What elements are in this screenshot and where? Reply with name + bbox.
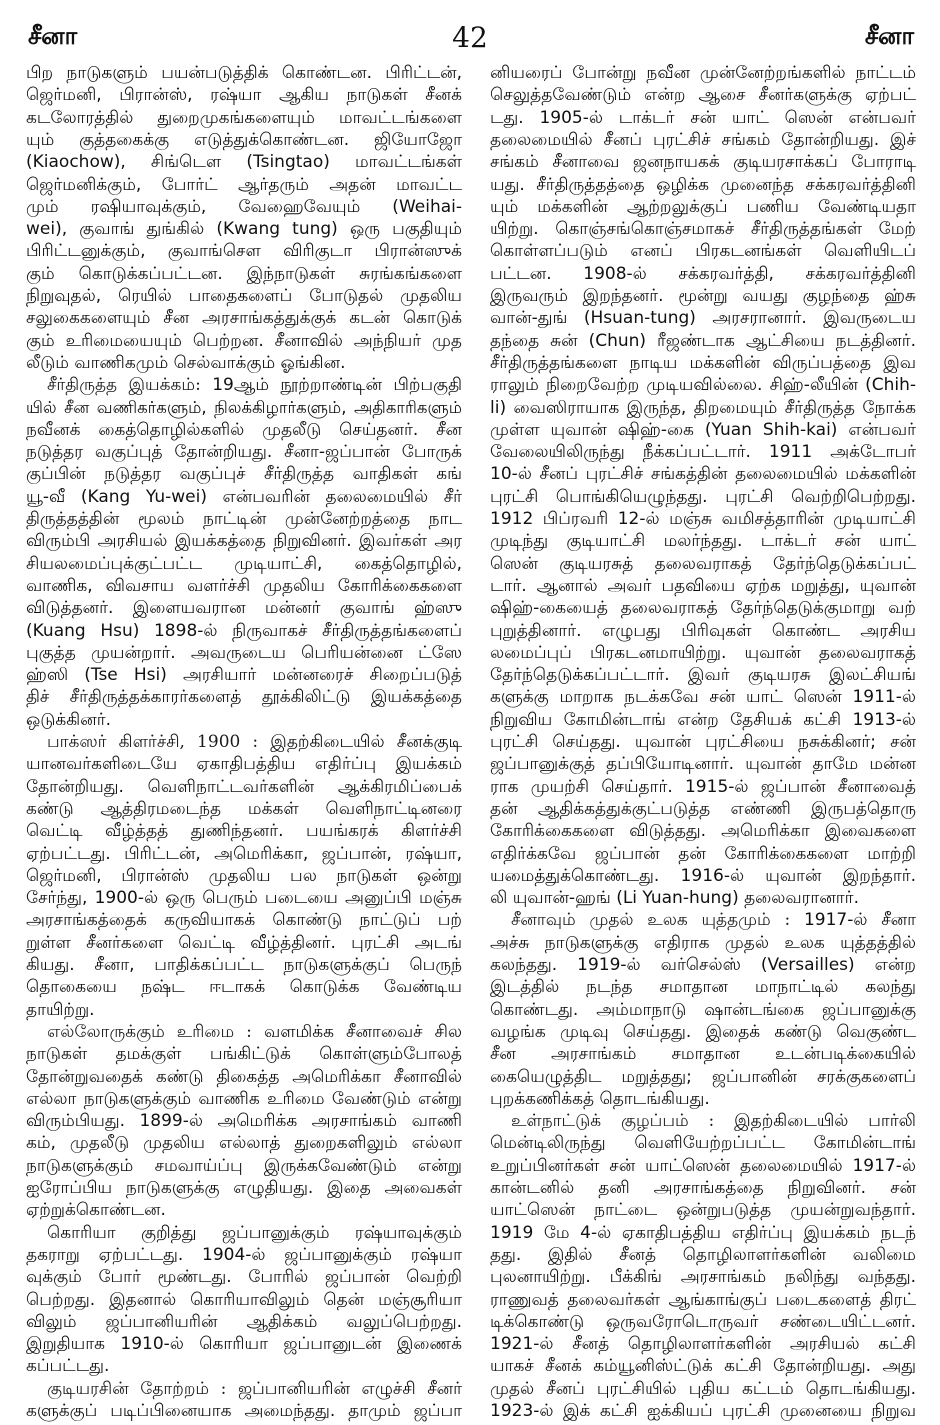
text-line: [490, 709, 916, 731]
line-text: சேர்ந்து, 1900-ல் ஒரு பெரும் படையை அனுப்பி மஞ்சு: [26, 888, 462, 909]
line-text: யமைத்துக்கொண்டது. 1916-ல் யுவான் இறந்தார்.: [490, 865, 916, 886]
line-text: புரட்சி பொங்கியெழுந்தது. புரட்சி வெற்றிபெற்றது.: [490, 486, 916, 507]
text-line: [490, 374, 916, 396]
text-line: [490, 597, 916, 619]
column-left: [26, 62, 462, 1424]
line-text: யிற்று. கொஞ்சங்கொஞ்சமாகச் சீர்திருத்தங்கள் மேற்: [490, 219, 916, 240]
line-text: எல்லா நாடுகளுக்கும் வாணிக உரிமை வேண்டும் என்று: [26, 1088, 462, 1109]
line-text: அரசாங்கத்தைக் கருவியாகக் கொண்டு நாட்டுப் பற்: [26, 910, 462, 931]
line-text: கடலோரத்தில் துறைமுகங்களையும் மாவட்டங்களை: [26, 107, 462, 128]
text-line: [490, 909, 916, 931]
line-text: li) வைஸிராயாக இருந்த, திறமையும் சீர்திருத்த நோக்க: [490, 397, 916, 418]
line-text: புறக்கணிக்கத் தொடங்கியது.: [490, 1088, 710, 1109]
text-line: [490, 1110, 916, 1132]
line-text: இறுதியாக 1910-ல் கொரியா ஜப்பானுடன் இணைக்: [26, 1334, 462, 1355]
line-text: சீன அரசாங்கம் சமாதான உடன்படிக்கையில்: [490, 1044, 916, 1065]
text-line: [490, 419, 916, 441]
text-line: [26, 887, 462, 909]
line-text: பிரிட்டனுக்கும், குவாங்சௌ விரிகுடா பிரான்ஸுக்: [26, 241, 462, 262]
text-line: [490, 1311, 916, 1333]
text-line: [26, 530, 462, 552]
text-line: [26, 1266, 462, 1288]
line-text: தாயிற்று.: [26, 999, 95, 1020]
text-line: [26, 1378, 462, 1400]
text-line: [490, 330, 916, 352]
running-head-left: சீனா: [28, 22, 78, 50]
line-text: 1912 பிப்ரவரி 12-ல் மஞ்சு வமிசத்தாரின் முடியாட்சி: [490, 509, 916, 529]
line-text: யும் மக்களின் ஆற்றலுக்குப் பணிய வேண்டியதா: [490, 196, 916, 217]
line-text: கொரியா குறித்து ஜப்பானுக்கும் ரஷ்யாவுக்கும்: [47, 1222, 462, 1243]
text-line: [26, 1066, 462, 1088]
line-text: ராணுவத் தலைவர்கள் ஆங்காங்குப் படைகளைத் திரட்: [490, 1289, 916, 1310]
line-text: இருவரும் இறந்தனர். மூன்று வயது குழந்தை ஹ்சு: [490, 286, 916, 306]
line-text: கான்டனில் தனி அரசாங்கத்தை நிறுவினர். சன்: [490, 1178, 916, 1198]
text-line: [26, 285, 462, 307]
text-line: [490, 753, 916, 775]
line-text: இதற்கிடையில் சீனக்குடி: [270, 732, 462, 752]
text-line: [490, 798, 916, 820]
line-text: குப்பின் நடுத்தர வகுப்புச் சீர்திருத்த வாதிகள் கங்: [26, 464, 462, 485]
line-text: தேர்ந்தெடுக்கப்பட்டார். இவர் குடியரசு இலட்சியங்: [490, 665, 916, 686]
line-text: புரட்சி செய்தது. யுவான் புரட்சியை நசுக்கினர்; சன்: [490, 732, 916, 752]
text-line: [490, 1021, 916, 1043]
line-text: கலந்தது. 1919-ல் வர்செல்ஸ் (Versailles) என்ற: [490, 955, 916, 975]
section-heading: சீனாவும் முதல் உலக யுத்தமும் :: [511, 910, 791, 931]
text-line: [26, 307, 462, 329]
line-text: விடுத்தனர். இளையவரான மன்னர் குவாங் ஹ்ஸு: [26, 598, 462, 619]
text-line: [26, 441, 462, 463]
text-line: [490, 664, 916, 686]
text-line: [490, 151, 916, 173]
line-text: வழங்க முடிவு செய்தது. இதைக் கண்டு வெகுண்ட: [490, 1021, 916, 1042]
line-text: 10-ல் சீனப் புரட்சிச் சங்கத்தின் தலைமையில் மக்களின்: [490, 464, 916, 485]
text-line: [490, 575, 916, 597]
line-text: இதற்கிடையில் பார்லி: [734, 1111, 916, 1132]
line-text: ஷிஹ்-கையைத் தலைவராகத் தேர்ந்தெடுக்குமாறு வற்: [490, 598, 916, 619]
section-heading: சீர்திருத்த இயக்கம்:: [47, 375, 201, 396]
text-line: [26, 909, 462, 931]
text-line: [26, 1333, 462, 1355]
text-line: [490, 129, 916, 151]
text-line: [26, 374, 462, 396]
line-text: பெற்றது. இதனால் கொரியாவிலும் தென் மஞ்சூரியா: [26, 1289, 462, 1310]
line-text: யது. சீர்திருத்தத்தை ஒழிக்க முனைந்த சக்கரவர்த்தினி: [490, 174, 916, 195]
text-line: [490, 731, 916, 753]
line-text: 1919 மே 4-ல் ஏகாதிபத்திய எதிர்ப்பு இயக்கம் நடந்: [490, 1222, 916, 1243]
line-text: பிற நாடுகளும் பயன்படுத்திக் கொண்டன. பிரிட்டன்,: [26, 63, 462, 83]
line-text: லமைப்புப் பிரகடனமாயிற்று. யுவான் தலைவராகத்: [490, 642, 916, 663]
text-line: [26, 976, 462, 998]
line-text: லீடும் வாணிகமும் செல்வாக்கும் ஓங்கின.: [26, 352, 346, 373]
text-line: [490, 1066, 916, 1088]
line-text: திச் சீர்திருத்தக்காரர்களைத் தூக்கிலிட்டு இயக்கத்தை: [26, 687, 462, 708]
line-text: களுக்குப் படிப்பினையாக அமைந்தது. தாமும் ஜப்பா: [26, 1401, 462, 1421]
section-heading: எல்லோருக்கும் உரிமை :: [47, 1021, 252, 1042]
line-text: வாணிக, விவசாய வளர்ச்சி முதலிய கோரிக்கைகளை: [26, 575, 462, 596]
text-line: [490, 642, 916, 664]
line-text: ஏற்றுக்கொண்டன.: [26, 1200, 166, 1221]
text-line: [26, 218, 462, 240]
line-text: யானவர்களிடையே ஏகாதிபத்திய எதிர்ப்பு இயக்கம்: [26, 754, 462, 775]
text-line: [490, 1199, 916, 1221]
line-text: ராலும் நிறைவேற்ற முடியவில்லை. சிஹ்-லீயின் (Chih-: [490, 375, 916, 396]
text-line: [490, 240, 916, 262]
text-line: [26, 1355, 462, 1377]
section-heading: உள்நாட்டுக் குழப்பம் :: [511, 1111, 715, 1132]
text-line: [490, 218, 916, 240]
text-line: [490, 843, 916, 865]
text-line: [490, 397, 916, 419]
text-line: [26, 486, 462, 508]
line-text: விலும் ஜப்பானியரின் ஆதிக்கம் வலுப்பெற்றது.: [26, 1311, 462, 1332]
text-line: [26, 820, 462, 842]
line-text: புலனாயிற்று. பீக்கிங் அரசாங்கம் நலிந்து வந்தது.: [490, 1267, 916, 1288]
line-text: லி யுவான்-ஹங் (Li Yuan-hung) தலைவரானார்.: [490, 888, 859, 909]
line-text: நிறுவுதல், ரெயில் பாதைகளைப் போடுதல் முதலிய: [26, 286, 462, 306]
line-text: தந்தை சுன் (Chun) ரீஜண்டாக ஆட்சியை நடத்தினர்.: [490, 330, 916, 351]
text-line: [26, 174, 462, 196]
line-text: ஏற்பட்டது. பிரிட்டன், அமெரிக்கா, ஜப்பான், ரஷ்யா,: [26, 843, 462, 864]
text-line: [490, 352, 916, 374]
text-line: [490, 530, 916, 552]
text-line: [26, 196, 462, 218]
text-line: [26, 642, 462, 664]
text-line: [490, 1378, 916, 1400]
line-text: யாகச் சீனக் கம்யூனிஸ்ட்டுக் கட்சி தோன்றியது. அது: [490, 1356, 916, 1377]
text-line: [26, 731, 462, 753]
text-line: [490, 932, 916, 954]
running-head-right: சீனா: [864, 22, 914, 50]
line-text: 1923-ல் இக் கட்சி ஐக்கியப் புரட்சி முனையை நிறுவ: [490, 1401, 916, 1421]
line-text: அச்சு நாடுகளுக்கு எதிராக முதல் உலக யுத்தத்தில்: [490, 932, 916, 953]
text-line: [26, 999, 462, 1021]
text-line: [26, 263, 462, 285]
text-line: [26, 932, 462, 954]
line-text: கம், முதலீடு முதலிய எல்லாத் துறைகளிலும் எல்லா: [26, 1133, 462, 1154]
line-text: வேலையிலிருந்து நீக்கப்பட்டார். 1911 அக்டோபர்: [490, 442, 916, 463]
text-line: [26, 1110, 462, 1132]
text-line: [490, 1222, 916, 1244]
line-text: ஜெர்மனி, பிரான்ஸ், ரஷ்யா ஆகிய நாடுகள் சீனக்: [26, 85, 462, 106]
line-text: யாட்ஸென் நாட்டை ஒன்றுபடுத்த முயன்றுவந்தார்.: [490, 1200, 916, 1221]
column-right: [490, 62, 916, 1424]
text-line: [26, 1021, 462, 1043]
line-text: தன் ஆதிக்கத்துக்குட்படுத்த எண்ணி இருபத்தொரு: [490, 798, 916, 819]
text-line: [490, 486, 916, 508]
text-line: [26, 151, 462, 173]
text-line: [26, 1244, 462, 1266]
text-line: [490, 1333, 916, 1355]
line-text: முதல் சீனப் புரட்சியில் புதிய கட்டம் தொடங்கியது.: [490, 1378, 916, 1399]
text-line: [490, 954, 916, 976]
line-text: ஜப்பானுக்குத் தப்பியோடினார். யுவான் தாமே மன்ன: [490, 754, 916, 775]
line-text: சீர்திருத்தங்களை நாடிய மக்களின் விருப்பத்தை இவ: [490, 352, 916, 373]
text-line: [490, 976, 916, 998]
text-line: [26, 1155, 462, 1177]
line-text: களுக்கு மாறாக நடக்கவே சன் யாட் ஸென் 1911-ல்: [490, 687, 916, 708]
line-text: புறுத்தினார். எழுபது பிரிவுகள் கொண்ட அரசிய: [490, 620, 916, 641]
text-line: [490, 285, 916, 307]
line-text: திருத்தத்தின் மூலம் நாட்டின் முன்னேற்றத்தை நாட: [26, 509, 462, 529]
text-line: [490, 196, 916, 218]
text-line: [26, 129, 462, 151]
line-text: புகுத்த முயன்றார். அவருடைய பெரியன்னை ட்ஸே: [26, 642, 462, 663]
line-text: தோன்றுவதைக் கண்டு திகைத்த அமெரிக்கா சீனாவில்: [26, 1066, 462, 1087]
text-line: [490, 107, 916, 129]
line-text: யில் சீன வணிகர்களும், நிலக்கிழார்களும், அதிகாரிகளும்: [26, 397, 462, 417]
text-line: [26, 553, 462, 575]
line-text: முள்ள யுவான் ஷிஹ்-கை (Yuan Shih-kai) என்பவர்: [490, 419, 916, 440]
text-line: [26, 1400, 462, 1422]
line-text: கும் உரிமையையும் பெற்றன. சீனாவில் அந்நியர் முத: [26, 330, 462, 351]
text-line: [26, 1199, 462, 1221]
line-text: வுக்கும் போர் மூண்டது. போரில் ஜப்பான் வெற்றி: [26, 1267, 462, 1288]
text-line: [26, 1043, 462, 1065]
line-text: wei), குவாங் துங்கில் (Kwang tung) ஒரு பகுதியும்: [26, 219, 462, 240]
line-text: தது. இதில் சீனத் தொழிலாளர்களின் வலிமை: [490, 1244, 916, 1265]
text-line: [490, 1177, 916, 1199]
text-line: [26, 575, 462, 597]
line-text: கோரிக்கைகளை விடுத்தது. அமெரிக்கா இவைகளை: [490, 821, 916, 842]
text-line: [26, 352, 462, 374]
line-text: இடத்தில் நடந்த சமாதான மாநாட்டில் கலந்து: [490, 977, 916, 998]
line-text: மென்டிலிருந்து வெளியேற்றப்பட்ட கோமின்டாங்: [490, 1133, 916, 1154]
line-text: சங்கம் சீனாவை ஜனநாயகக் குடியரசாக்கப் போராடி: [490, 152, 916, 173]
line-text: யும் குத்தகைக்கு எடுத்துக்கொண்டன. ஜியோஜோ: [26, 129, 462, 150]
text-line: [26, 240, 462, 262]
text-line: [26, 954, 462, 976]
text-line: [490, 1088, 916, 1110]
page-number: 42: [452, 21, 488, 54]
text-line: [490, 1043, 916, 1065]
line-text: ஒடுக்கினர்.: [26, 709, 111, 730]
line-text: நாடுகளுக்கும் சமவாய்ப்பு இருக்கவேண்டும் என்று: [26, 1155, 462, 1176]
text-line: [490, 1266, 916, 1288]
line-text: டிக்கொண்டு ஒருவரோடொருவர் சண்டையிட்டனர்.: [490, 1311, 916, 1332]
text-line: [26, 397, 462, 419]
line-text: வளமிக்க சீனாவைச் சில: [263, 1021, 462, 1042]
text-line: [26, 620, 462, 642]
text-line: [26, 463, 462, 485]
text-line: [490, 441, 916, 463]
text-line: [490, 463, 916, 485]
line-text: (Kiaochow), சிங்டௌ (Tsingtao) மாவட்டங்கள்: [26, 152, 462, 173]
text-line: [490, 820, 916, 842]
line-text: விரும்பியது. 1899-ல் அமெரிக்க அரசாங்கம் வாணி: [26, 1111, 462, 1132]
line-text: எதிர்க்கவே ஜப்பான் தன் கோரிக்கைகளை மாற்றி: [490, 843, 916, 864]
text-line: [490, 263, 916, 285]
line-text: கையெழுத்திட மறுத்தது; ஜப்பானின் சரக்குகளைப்: [490, 1066, 916, 1087]
line-text: றுள்ள சீனர்களை வெட்டி வீழ்த்தினர். புரட்சி அடங்: [26, 932, 462, 953]
text-line: [26, 865, 462, 887]
text-line: [26, 419, 462, 441]
line-text: ஜெர்மனி, பிரான்ஸ் முதலிய பல நாடுகள் ஒன்று: [26, 865, 462, 886]
text-line: [26, 753, 462, 775]
text-line: [490, 307, 916, 329]
text-line: [490, 620, 916, 642]
line-text: நவீனக் கைத்தொழில்களில் முதலீடு செய்தனர். சீன: [26, 419, 462, 440]
text-line: [26, 330, 462, 352]
text-line: [490, 686, 916, 708]
line-text: நாடுகள் தமக்குள் பங்கிட்டுக் கொள்ளும்போலத்: [26, 1044, 462, 1065]
text-line: [490, 865, 916, 887]
line-text: கொண்டது. அம்மாநாடு ஷான்டங்கை ஜப்பானுக்கு: [490, 999, 916, 1020]
text-line: [490, 1289, 916, 1311]
text-line: [490, 1244, 916, 1266]
line-text: நிறுவிய கோமின்டாங் என்ற தேசியக் கட்சி 1913-ல்: [490, 709, 916, 730]
text-line: [26, 776, 462, 798]
line-text: சியலமைப்புக்குட்பட்ட முடியாட்சி, கைத்தொழில்,: [26, 553, 462, 574]
line-text: கண்டு ஆத்திரமடைந்த மக்கள் வெளிநாட்டினரை: [26, 798, 462, 819]
line-text: வான்-துங் (Hsuan-tung) அரசரானார். இவருடைய: [490, 308, 916, 329]
text-line: [26, 84, 462, 106]
line-text: யூ-வீ (Kang Yu-wei) என்பவரின் தலைமையில் சீர்: [26, 486, 462, 507]
text-line: [26, 508, 462, 530]
text-line: [490, 1155, 916, 1177]
line-text: மும் ரஷியாவுக்கும், வேஹைவேயும் (Weihai-: [26, 196, 462, 217]
text-line: [490, 1400, 916, 1422]
section-heading: குடியரசின் தோற்றம் :: [47, 1378, 227, 1399]
line-text: ஜப்பானியரின் எழுச்சி சீனர்: [237, 1378, 462, 1399]
text-line: [26, 1132, 462, 1154]
text-line: [26, 1311, 462, 1333]
line-text: டது. 1905-ல் டாக்டர் சன் யாட் ஸென் என்பவர்: [490, 107, 916, 128]
line-text: கும் கொடுக்கப்பட்டன. இந்நாடுகள் சுரங்கங்களை: [26, 263, 462, 284]
line-text: தோன்றியது. வெளிநாட்டவர்களின் ஆக்கிரமிப்பைக்: [26, 776, 462, 797]
line-text: வெட்டி வீழ்த்தத் துணிந்தனர். பயங்கரக் கிளர்ச்சி: [26, 821, 462, 842]
text-line: [490, 508, 916, 530]
line-text: பட்டன. 1908-ல் சக்கரவர்த்தி, சக்கரவர்த்தினி: [490, 263, 916, 284]
line-text: சலுகைகளையும் சீன அரசாங்கத்துக்குக் கடன் கொடுக்: [26, 308, 462, 329]
line-text: தலைமையில் சீனப் புரட்சிச் சங்கம் தோன்றியது. இச்: [490, 129, 916, 150]
text-line: [26, 62, 462, 84]
line-text: தகராறு ஏற்பட்டது. 1904-ல் ஜப்பானுக்கும் ரஷ்யா: [26, 1244, 462, 1265]
text-line: [490, 1355, 916, 1377]
line-text: கியது. சீனா, பாதிக்கப்பட்ட நாடுகளுக்குப் பெருந்: [26, 955, 462, 975]
line-text: ஹ்ஸி (Tse Hsi) அரசியார் மன்னரைச் சிறைப்படுத்: [26, 665, 462, 686]
line-text: ஜெர்மனிக்கும், போர்ட் ஆர்தரும் அதன் மாவட்ட: [26, 174, 462, 195]
text-line: [26, 1289, 462, 1311]
line-text: கொள்ளப்படும் எனப் பிரகடனங்கள் வெளியிடப்: [490, 241, 916, 262]
line-text: ஸென் குடியரசுத் தலைவராகத் தேர்ந்தெடுக்கப்பட்: [490, 553, 916, 574]
line-text: டார். ஆனால் அவர் பதவியை ஏற்க மறுத்து, யுவான்: [490, 575, 916, 596]
line-text: உறுப்பினர்கள் சன் யாட்ஸென் தலைமையில் 1917-ல்: [490, 1155, 916, 1176]
text-line: [490, 553, 916, 575]
text-line: [26, 597, 462, 619]
line-text: னியரைப் போன்று நவீன முன்னேற்றங்களில் நாட்டம்: [490, 63, 916, 83]
line-text: தொகையை நஷ்ட ஈடாகக் கொடுக்க வேண்டிய: [26, 977, 462, 998]
text-line: [490, 776, 916, 798]
text-line: [26, 1177, 462, 1199]
line-text: முடிந்து குடியாட்சி மலர்ந்தது. டாக்டர் சன் யாட்: [490, 531, 916, 552]
text-line: [26, 1088, 462, 1110]
text-line: [490, 999, 916, 1021]
text-line: [26, 843, 462, 865]
text-line: [490, 62, 916, 84]
line-text: (Kuang Hsu) 1898-ல் நிருவாகச் சீர்திருத்தங்களைப்: [26, 620, 462, 641]
text-line: [26, 107, 462, 129]
line-text: செலுத்தவேண்டும் என்ற ஆசை சீனர்களுக்கு ஏற்பட்: [490, 85, 916, 106]
text-line: [490, 1132, 916, 1154]
line-text: கப்பட்டது.: [26, 1356, 110, 1377]
text-line: [26, 709, 462, 731]
text-line: [26, 664, 462, 686]
line-text: ராக முயற்சி செய்தார். 1915-ல் ஜப்பான் சீனாவைத்: [490, 776, 916, 797]
line-text: 1921-ல் சீனத் தொழிலாளர்களின் அரசியல் கட்சி: [490, 1334, 916, 1355]
line-text: 19ஆம் நூற்றாண்டின் பிற்பகுதி: [212, 375, 462, 396]
text-line: [26, 1222, 462, 1244]
line-text: விரும்பி அரசியல் இயக்கத்தை நிறுவினர். இவர்கள் அர: [26, 531, 462, 552]
line-text: ஐரோப்பிய நாடுகளுக்கு எழுதியது. இதை அவைகள்: [26, 1178, 462, 1198]
line-text: நடுத்தர வகுப்புத் தோன்றியது. சீனா-ஜப்பான் போருக்: [26, 442, 462, 463]
line-text: 1917-ல் சீனா: [803, 910, 916, 931]
text-line: [26, 686, 462, 708]
text-line: [490, 887, 916, 909]
text-line: [490, 84, 916, 106]
text-line: [26, 798, 462, 820]
section-heading: பாக்ஸர் கிளர்ச்சி, 1900 :: [47, 732, 259, 752]
text-line: [490, 174, 916, 196]
